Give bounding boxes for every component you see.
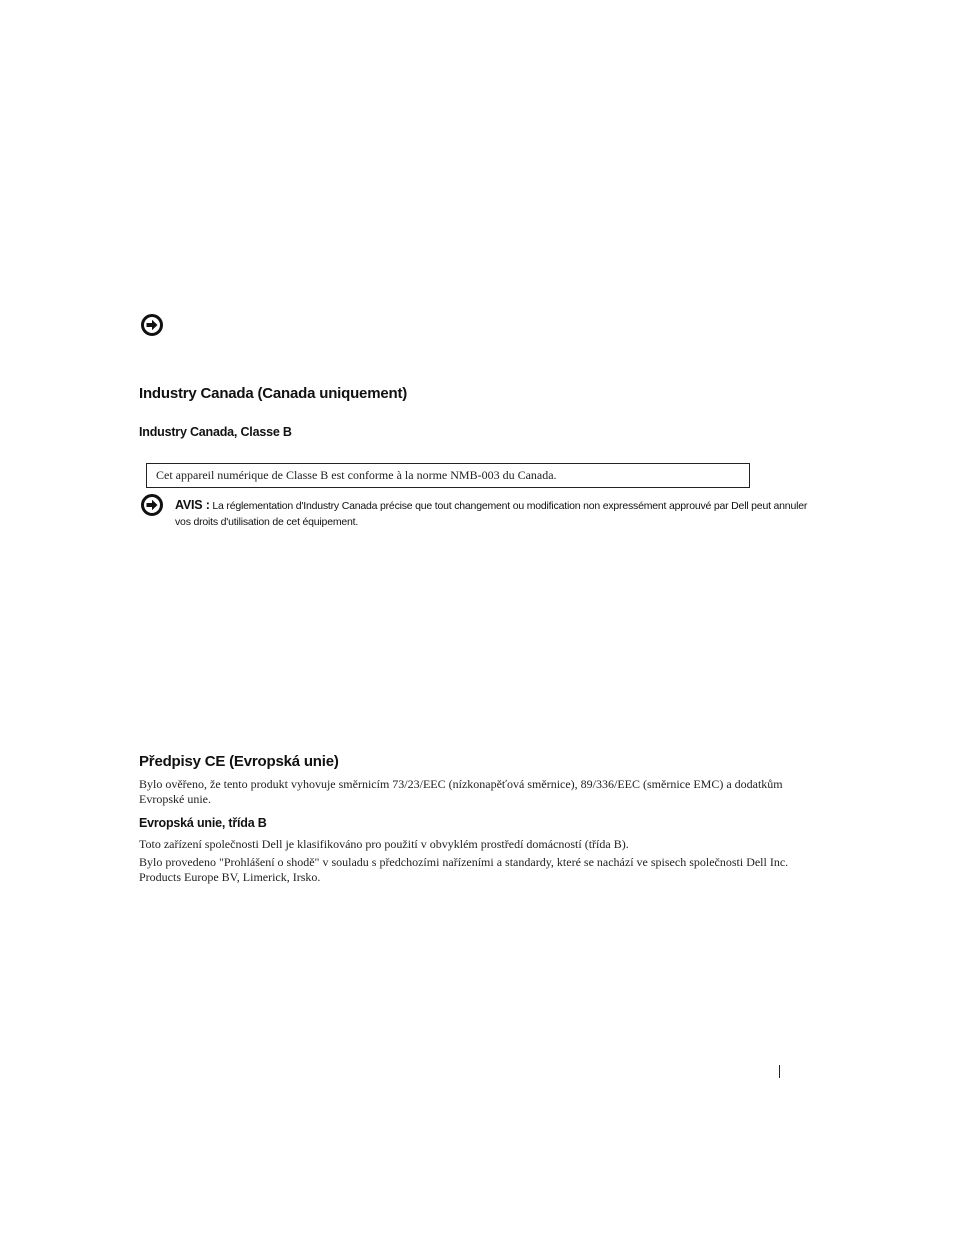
section-heading-industry-canada: Industry Canada (Canada uniquement) bbox=[139, 385, 408, 402]
notice-paragraph bbox=[175, 497, 820, 530]
page-number-separator bbox=[779, 1065, 780, 1078]
section-heading-ce: Předpisy CE (Evropská unie) bbox=[139, 753, 339, 770]
notice-icon bbox=[141, 314, 163, 336]
subheading-eu-class-b: Evropská unie, třída B bbox=[139, 816, 267, 830]
ce-class-b-paragraph: Toto zařízení společnosti Dell je klasifikováno pro použití v obvyklém prostředí domácností (třída B). bbox=[139, 837, 629, 851]
notice-label: AVIS : bbox=[175, 498, 210, 512]
compliance-statement-text: Cet appareil numérique de Classe B est conforme à la norme NMB-003 du Canada. bbox=[156, 468, 557, 482]
ce-intro-paragraph: Bylo ověřeno, že tento produkt vyhovuje směrnicím 73/23/EEC (nízkonapěťová směrnice), 89/336/EEC (směrnice EMC) a dodatkům Evropské unie. bbox=[139, 777, 783, 806]
subheading-industry-canada-class-b: Industry Canada, Classe B bbox=[139, 425, 292, 439]
notice-icon bbox=[141, 494, 163, 516]
notice-body: La réglementation d'Industry Canada précise que tout changement ou modification non expressément approuvé par Dell peut annuler vos droits d'utilisation de cet équipement. bbox=[175, 500, 808, 528]
declaration-of-conformity-paragraph: Bylo provedeno "Prohlášení o shodě" v souladu s předchozími nařízeními a standardy, které se nachází ve spisech společnosti Dell Inc. Products Europe BV, Limerick, Irsko. bbox=[139, 855, 789, 884]
compliance-statement-box bbox=[146, 463, 750, 488]
